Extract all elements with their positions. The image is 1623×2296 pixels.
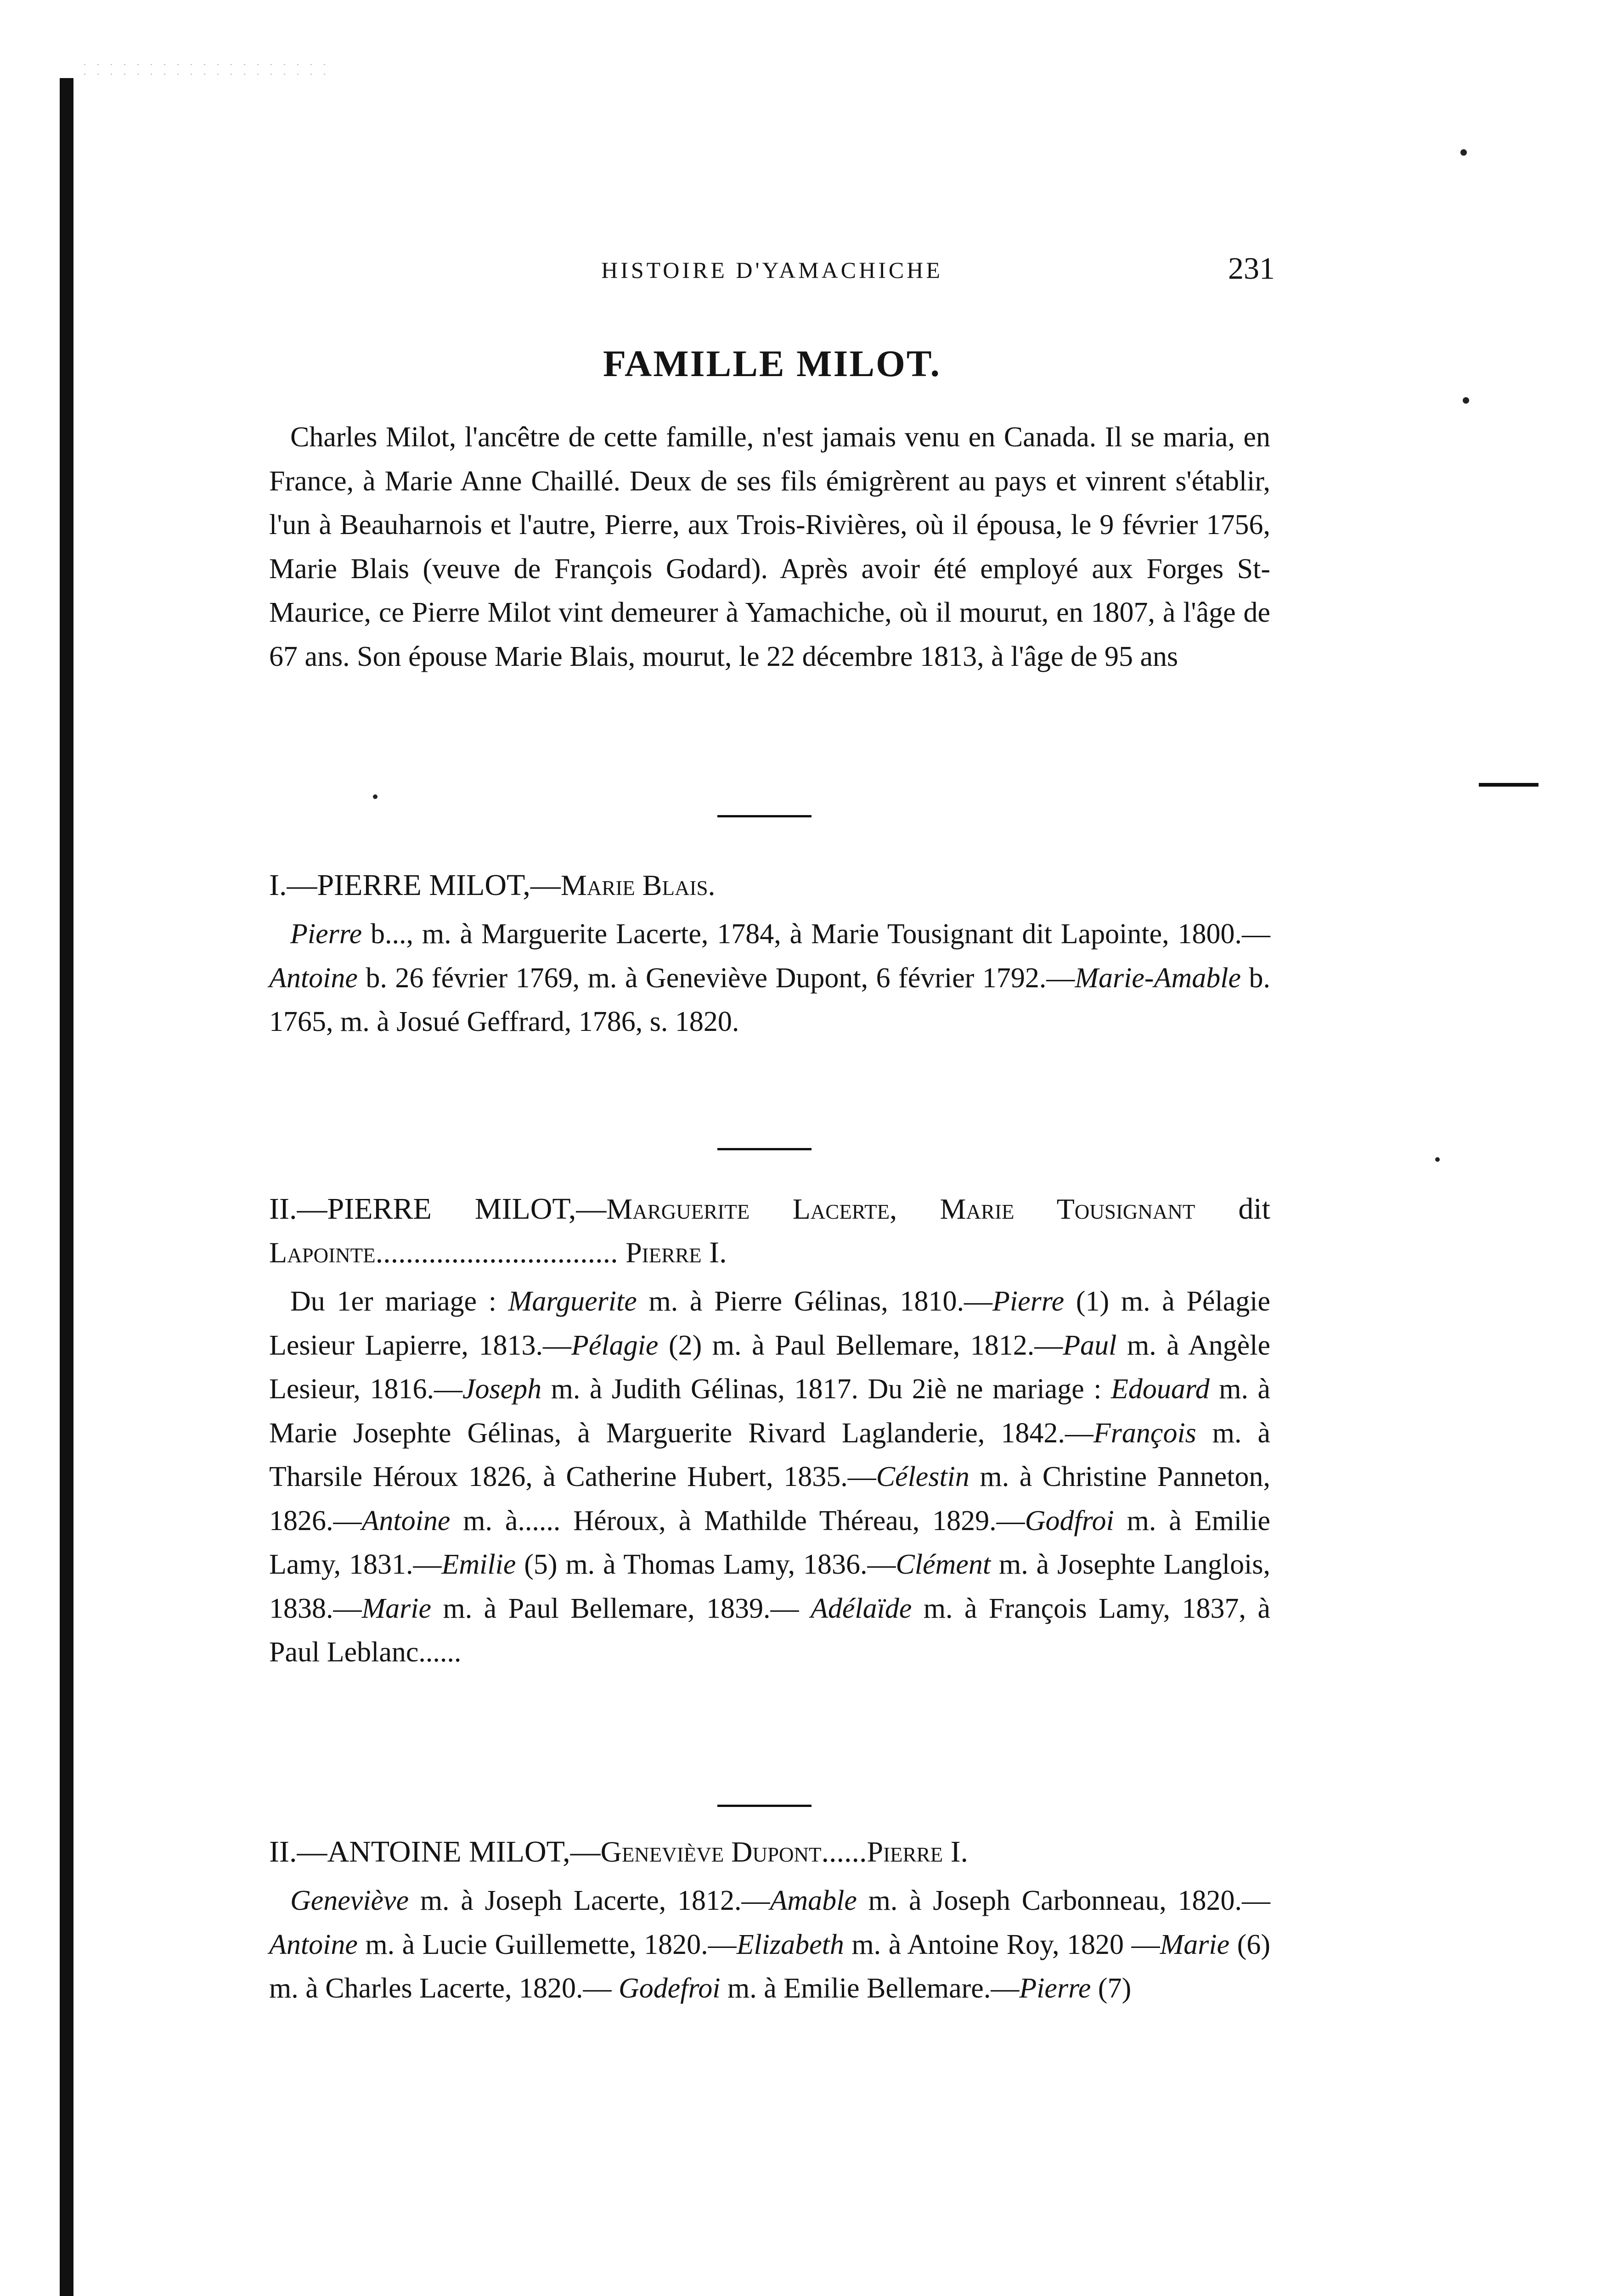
- section-3-heading-spouse: Geneviève Dupont: [600, 1835, 822, 1868]
- person-name: Marie: [361, 1593, 432, 1624]
- section-divider: [717, 1805, 812, 1807]
- scan-speck: [1463, 397, 1469, 404]
- section-2: [269, 1187, 1270, 1675]
- section-2-heading-parent-gen: I.: [701, 1236, 727, 1269]
- section-2-heading: [269, 1187, 1270, 1274]
- person-name: Edouard: [1111, 1373, 1210, 1405]
- section-2-heading-mid: dit: [1195, 1192, 1271, 1226]
- genealogy-text: b..., m. à Marguerite Lacerte, 1784, à Marie Tousignant dit Lapointe, 1800.—: [362, 918, 1270, 950]
- genealogy-text: (2) m. à Paul Bellemare, 1812.—: [658, 1329, 1063, 1361]
- section-3-heading-parent: Pierre: [867, 1835, 943, 1868]
- page-binding-edge: [60, 78, 73, 2296]
- person-name: Antoine: [269, 962, 358, 994]
- section-3: [269, 1830, 1270, 2011]
- genealogy-text: m. à Joseph Carbonneau, 1820.—: [857, 1885, 1270, 1916]
- scan-speck: [1460, 149, 1467, 156]
- section-1-body: [269, 912, 1270, 1044]
- person-name: Marie-Amable: [1075, 962, 1241, 994]
- person-name: Pélagie: [571, 1329, 659, 1361]
- person-name: Adélaïde: [811, 1593, 912, 1624]
- person-name: Marguerite: [508, 1286, 637, 1317]
- genealogy-text: m. à Angèle Lesieur, 1816.—: [269, 1329, 1270, 1405]
- person-name: Godefroi: [618, 1973, 721, 2004]
- genealogy-text: m. à Josephte Langlois, 1838.—: [269, 1549, 1270, 1624]
- person-name: Pierre: [1019, 1973, 1091, 2004]
- section-3-heading-parent-gen: I.: [943, 1835, 969, 1868]
- genealogy-text: (1) m. à Pélagie Lesieur Lapierre, 1813.—: [269, 1286, 1271, 1361]
- section-3-heading-leader: ......: [821, 1835, 867, 1868]
- section-2-heading-alias: Lapointe: [269, 1236, 376, 1269]
- genealogy-text: m. à Paul Bellemare, 1839.—: [431, 1593, 811, 1624]
- person-name: Antoine: [361, 1505, 451, 1536]
- genealogy-text: Du 1er mariage :: [290, 1286, 508, 1317]
- section-divider: [717, 815, 812, 817]
- person-name: François: [1093, 1417, 1196, 1449]
- person-name: Amable: [770, 1885, 857, 1916]
- scan-noise-top: [78, 60, 335, 83]
- genealogy-text: m. à Tharsile Héroux 1826, à Catherine Hubert, 1835.—: [269, 1417, 1270, 1492]
- person-name: Antoine: [269, 1929, 358, 1960]
- person-name: Clément: [896, 1549, 991, 1580]
- section-2-heading-spouses: Marguerite Lacerte, Marie Tousignant: [606, 1193, 1195, 1225]
- section-1-heading-main: I.—PIERRE MILOT,—: [269, 868, 561, 902]
- genealogy-text: m. à François Lamy, 1837, à Paul Leblanc......: [269, 1593, 1270, 1668]
- genealogy-text: b. 1765, m. à Josué Geffrard, 1786, s. 1820.: [269, 962, 1270, 1037]
- scan-speck: [373, 794, 378, 799]
- section-1: [269, 863, 1270, 1044]
- section-2-heading-leader: ................................: [375, 1236, 626, 1269]
- person-name: Pierre: [290, 918, 362, 950]
- genealogy-text: m. à Emilie Bellemare.—: [720, 1973, 1020, 2004]
- intro-block: [269, 416, 1270, 679]
- scan-speck: [1435, 1157, 1440, 1162]
- person-name: Pierre: [992, 1286, 1065, 1317]
- person-name: Marie: [1160, 1929, 1230, 1960]
- section-3-body: [269, 1879, 1270, 2011]
- intro-paragraph: Charles Milot, l'ancêtre de cette famille, n'est jamais venu en Canada. Il se maria, en France, à Marie Anne Chaillé. Deux de ses fils émigrèrent au pays et vinrent s'établir, l'un à Beauharnois et l'autre, Pierre, aux Trois-Rivières, où il épousa, le 9 février 1756, Marie Blais (veuve de François Godard). Après avoir été employé aux Forges St-Maurice, ce Pierre Milot vint demeurer à Yamachiche, où il mourut, en 1807, à l'âge de 67 ans. Son épouse Marie Blais, mourut, le 22 décembre 1813, à l'âge de 95 ans: [269, 422, 1270, 672]
- section-2-body: [269, 1280, 1270, 1675]
- person-name: Geneviève: [290, 1885, 409, 1916]
- running-head: [269, 250, 1275, 292]
- genealogy-text: m. à...... Héroux, à Mathilde Théreau, 1829.—: [450, 1505, 1025, 1536]
- genealogy-text: m. à Lucie Guillemette, 1820.—: [357, 1929, 737, 1960]
- section-1-heading: [269, 863, 1270, 907]
- person-name: Célestin: [876, 1461, 969, 1492]
- genealogy-text: m. à Emilie Lamy, 1831.—: [269, 1505, 1271, 1580]
- genealogy-text: m. à Joseph Lacerte, 1812.—: [409, 1885, 770, 1916]
- genealogy-text: m. à Christine Panneton, 1826.—: [269, 1461, 1271, 1536]
- section-3-heading-main: II.—ANTOINE MILOT,—: [269, 1835, 601, 1868]
- genealogy-text: m. à Marie Josephte Gélinas, à Marguerite Rivard Laglanderie, 1842.—: [269, 1373, 1270, 1449]
- section-2-heading-main: II.—PIERRE MILOT,—: [269, 1192, 607, 1226]
- page-number: 231: [1228, 251, 1275, 286]
- person-name: Elizabeth: [736, 1929, 844, 1960]
- genealogy-text: (7): [1091, 1973, 1132, 2004]
- genealogy-text: b. 26 février 1769, m. à Geneviève Dupont, 6 février 1792.—: [357, 962, 1075, 994]
- genealogy-text: (6) m. à Charles Lacerte, 1820.—: [269, 1929, 1271, 2004]
- genealogy-text: m. à Antoine Roy, 1820 —: [844, 1929, 1160, 1960]
- margin-dash-mark: [1479, 783, 1538, 787]
- genealogy-text: (5) m. à Thomas Lamy, 1836.—: [516, 1549, 896, 1580]
- section-1-heading-spouse: Marie Blais.: [560, 869, 716, 901]
- genealogy-text: m. à Pierre Gélinas, 1810.—: [637, 1286, 993, 1317]
- family-title: FAMILLE MILOT.: [603, 343, 941, 384]
- person-name: Joseph: [462, 1373, 542, 1405]
- section-2-heading-parent: Pierre: [626, 1236, 702, 1269]
- person-name: Paul: [1063, 1329, 1117, 1361]
- person-name: Godfroi: [1025, 1505, 1114, 1536]
- genealogy-text: m. à Judith Gélinas, 1817. Du 2iè ne mariage :: [541, 1373, 1111, 1405]
- section-3-heading: [269, 1830, 1270, 1874]
- section-divider: [717, 1148, 812, 1150]
- running-title: HISTOIRE D'YAMACHICHE: [601, 257, 943, 283]
- person-name: Emilie: [441, 1549, 516, 1580]
